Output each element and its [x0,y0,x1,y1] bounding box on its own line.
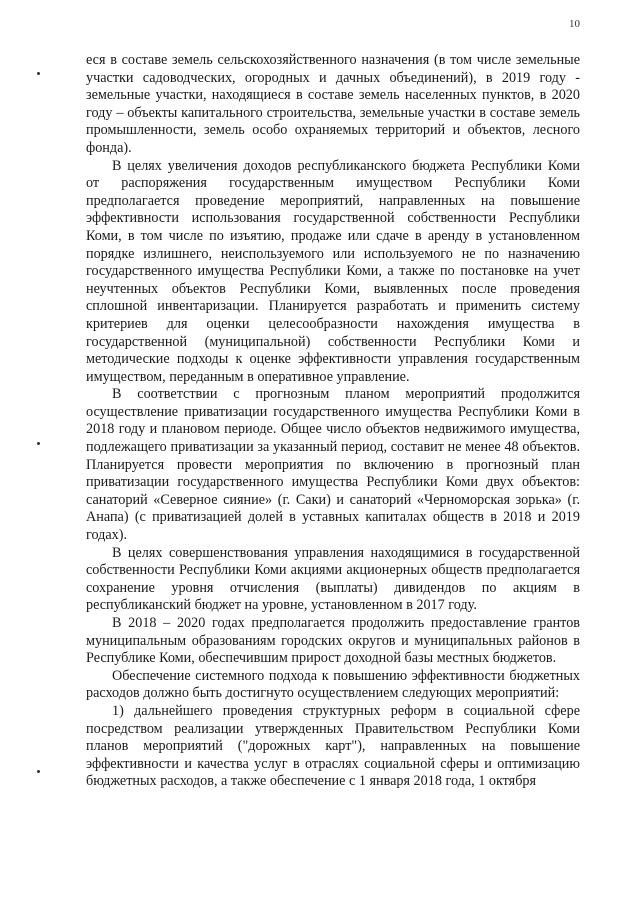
margin-mark [37,770,40,773]
paragraph: В целях совершенствования управления находящимися в государственной собственности Республики Коми акциями акционерных обществ предполагается сохранение уровня отчисления (выплаты) дивидендов по акциям в республиканский бюджет на уровне, установленном в 2017 году. [86,544,580,614]
document-body [86,52,580,791]
paragraph: В соответствии с прогнозным планом мероприятий продолжится осуществление приватизации государственного имущества Республики Коми в 2018 году и плановом периоде. Общее число объектов недвижимого имущества, подлежащего приватизации за указанный период, составит не менее 48 объектов. Планируется провести мероприятия по включению в прогнозный план приватизации государственного имущества Республики Коми двух объектов: санаторий «Северное сияние» (г. Саки) и санаторий «Черноморская зорька» (г. Анапа) (с приватизацией долей в уставных капиталах обществ в 2018 и 2019 годах). [86,386,580,544]
paragraph: еся в составе земель сельскохозяйственного назначения (в том числе земельные участки садоводческих, огородных и дачных объединений), в 2019 году - земельные участки, находящиеся в составе земель населенных пунктов, в 2020 году – объекты капитального строительства, земельные участки в составе земель промышленности, земель особо охраняемых территорий и объектов, лесного фонда). [86,52,580,156]
paragraph: В целях увеличения доходов республиканского бюджета Республики Коми от распоряжения государственным имуществом Республики Коми предполагается проведение мероприятий, направленных на повышение эффективности использования государственной собственности Республики Коми, в том числе по изъятию, продаже или сдаче в аренду в установленном порядке излишнего, неиспользуемого или используемого не по назначению государственного имущества Республики Коми, а также по постановке на учет неучтенных объектов Республики Коми, выявленных после проведения сплошной инвентаризации. Планируется разработать и применить систему критериев для оценки целесообразности нахождения имущества в государственной (муниципальной) собственности Республики Коми и методические подходы к оценке эффективности управления государственным имуществом, переданным в оперативное управление. [86,157,580,385]
margin-mark [37,72,40,75]
page-number: 10 [569,18,580,30]
margin-mark [37,442,40,445]
paragraph: 1) дальнейшего проведения структурных реформ в социальной сфере посредством реализации утвержденных Правительством Республики Коми планов мероприятий ("дорожных карт"), направленных на повышение эффективности и качества услуг в отраслях социальной сферы и оптимизацию бюджетных расходов, а также обеспечение с 1 января 2018 года, 1 октября [86,702,580,790]
paragraph: В 2018 – 2020 годах предполагается продолжить предоставление грантов муниципальным образованиям городских округов и муниципальных районов в Республике Коми, обеспечившим прирост доходной базы местных бюджетов. [86,615,580,667]
paragraph: Обеспечение системного подхода к повышению эффективности бюджетных расходов должно быть достигнуто осуществлением следующих мероприятий: [86,667,580,702]
